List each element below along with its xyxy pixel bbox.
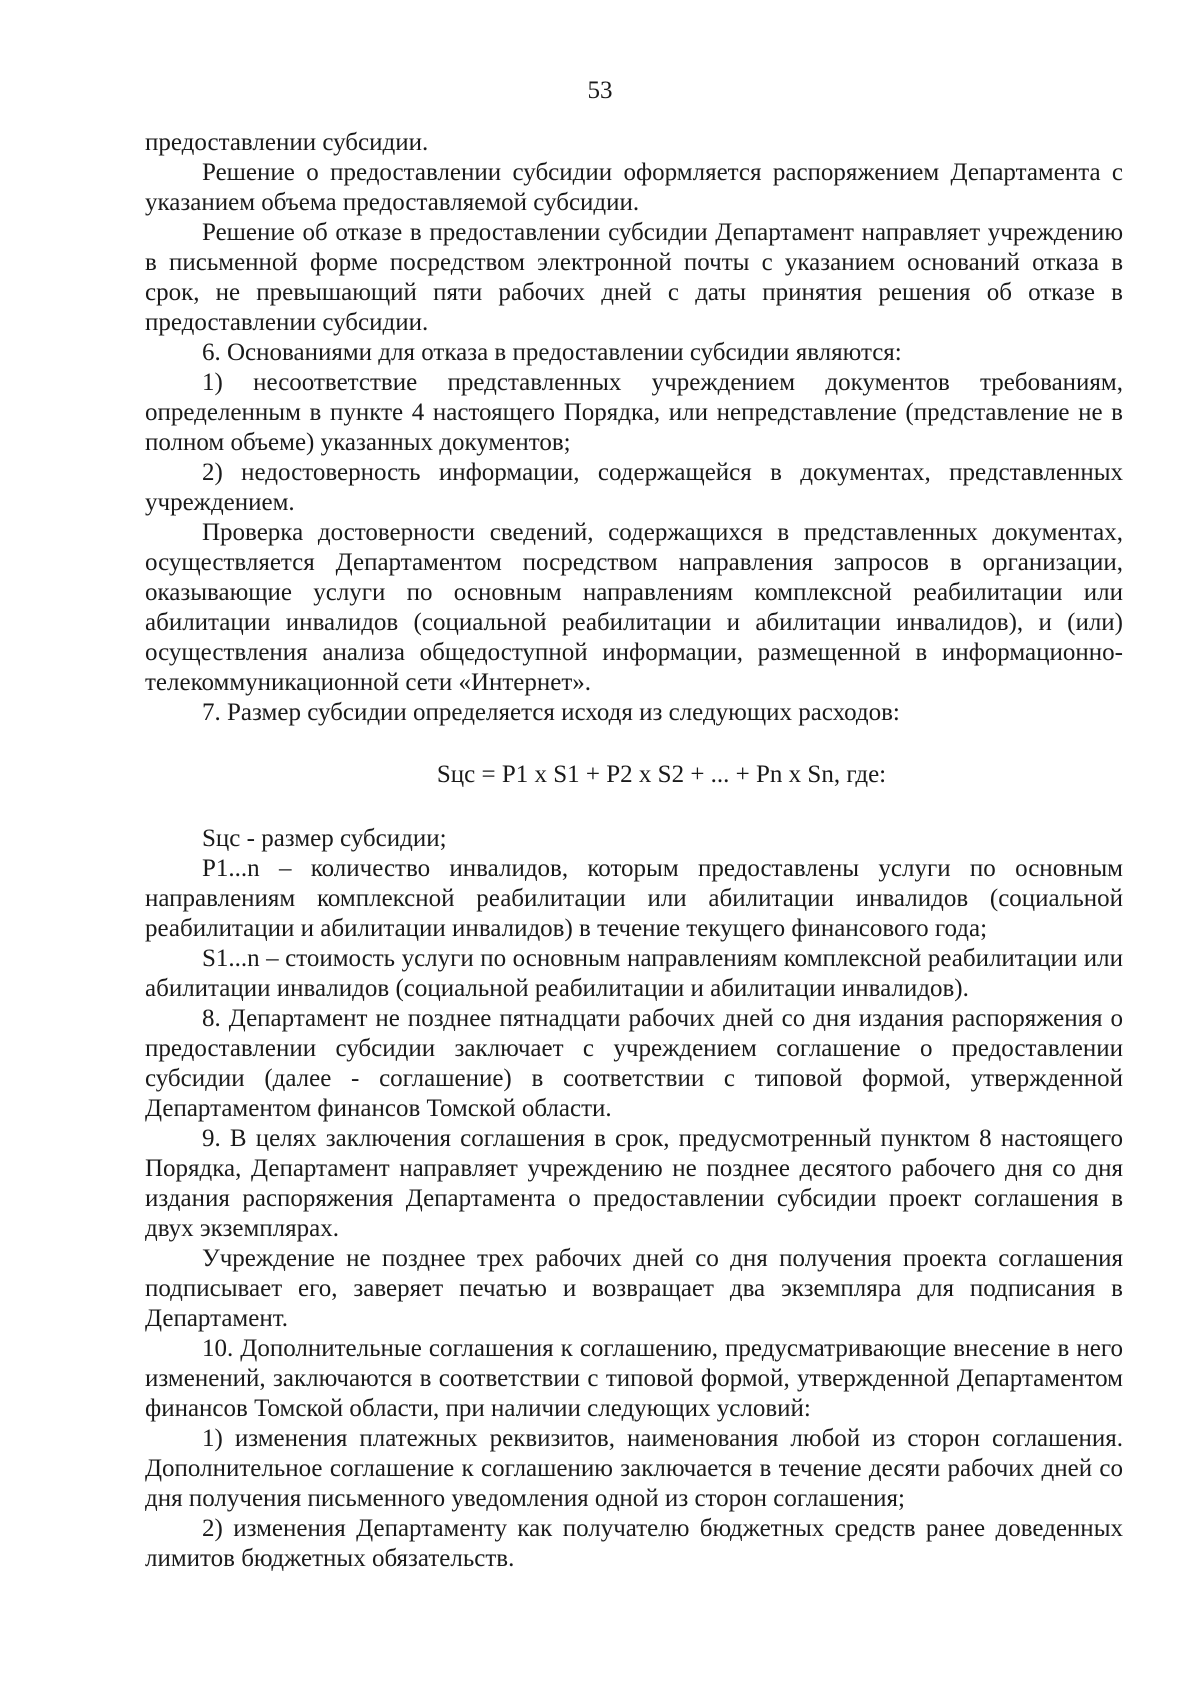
paragraph: 9. В целях заключения соглашения в срок, предусмотренный пунктом 8 настоящего Порядка, Департамент направляет учреждению не позднее десятого рабочего дня со дня издания распоряжения Департамента о предоставлении субсидии проект соглашения в двух экземплярах.: [145, 1125, 1123, 1242]
document-body: [145, 128, 1123, 1574]
paragraph: P1...n – количество инвалидов, которым предоставлены услуги по основным направлениям комплексной реабилитации или абилитации инвалидов (социальной реабилитации и абилитации инвалидов) в течение текущего финансового года;: [145, 855, 1123, 942]
paragraph: 8. Департамент не позднее пятнадцати рабочих дней со дня издания распоряжения о предоставлении субсидии заключает с учреждением соглашение о предоставлении субсидии (далее - соглашение) в соответствии с типовой формой, утвержденной Департаментом финансов Томской области.: [145, 1005, 1123, 1122]
paragraph: 2) недостоверность информации, содержащейся в документах, представленных учреждением.: [145, 459, 1123, 516]
paragraph: 1) несоответствие представленных учреждением документов требованиям, определенным в пункте 4 настоящего Порядка, или непредставление (представление не в полном объеме) указанных документов;: [145, 369, 1123, 456]
paragraph: 10. Дополнительные соглашения к соглашению, предусматривающие внесение в него изменений, заключаются в соответствии с типовой формой, утвержденной Департаментом финансов Томской области, при наличии следующих условий:: [145, 1335, 1123, 1422]
paragraph: Решение о предоставлении субсидии оформляется распоряжением Департамента с указанием объема предоставляемой субсидии.: [145, 159, 1123, 216]
paragraph: предоставлении субсидии.: [145, 129, 429, 156]
paragraph: S1...n – стоимость услуги по основным направлениям комплексной реабилитации или абилитации инвалидов (социальной реабилитации и абилитации инвалидов).: [145, 945, 1123, 1002]
paragraph: 7. Размер субсидии определяется исходя из следующих расходов:: [202, 699, 900, 726]
paragraph: Решение об отказе в предоставлении субсидии Департамент направляет учреждению в письменной форме посредством электронной почты с указанием оснований отказа в срок, не превышающий пяти рабочих дней с даты принятия решения об отказе в предоставлении субсидии.: [145, 219, 1123, 336]
paragraph: 2) изменения Департаменту как получателю бюджетных средств ранее доведенных лимитов бюджетных обязательств.: [145, 1515, 1123, 1572]
formula: Sцс = P1 x S1 + P2 x S2 + ... + Pn x Sn, где:: [436, 761, 887, 788]
paragraph: 1) изменения платежных реквизитов, наименования любой из сторон соглашения. Дополнительное соглашение к соглашению заключается в течение десяти рабочих дней со дня получения письменного уведомления одной из сторон соглашения;: [145, 1425, 1123, 1512]
paragraph: 6. Основаниями для отказа в предоставлении субсидии являются:: [202, 339, 902, 366]
paragraph: Проверка достоверности сведений, содержащихся в представленных документах, осуществляется Департаментом посредством направления запросов в организации, оказывающие услуги по основным направлениям комплексной реабилитации или абилитации инвалидов (социальной реабилитации и абилитации инвалидов), и (или) осуществления анализа общедоступной информации, размещенной в информационно-телекоммуникационной сети «Интернет».: [145, 519, 1123, 696]
page-number: 53: [587, 77, 613, 104]
paragraph: Учреждение не позднее трех рабочих дней со дня получения проекта соглашения подписывает его, заверяет печатью и возвращает два экземпляра для подписания в Департамент.: [145, 1245, 1123, 1332]
paragraph: Sцс - размер субсидии;: [202, 825, 447, 852]
